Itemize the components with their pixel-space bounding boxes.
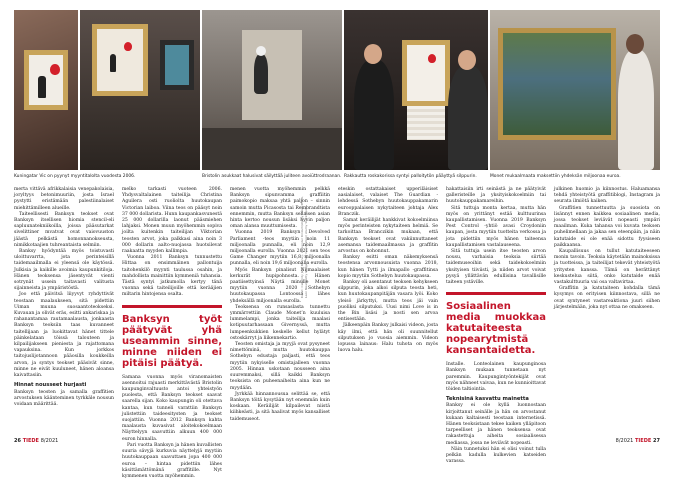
paragraph: Pari vuotta Banksyn ja hänen kuvallisten suuria sävyjä kurkuvia näyttelyjä myytiin huutokauppaan saavuttaen jopa 400 000 euroa – hintaa pidettiin lähes käsittämättömänä graffitille. Nyt kymmenen vuotta myöhemmin. (122, 442, 222, 479)
photo-captions (14, 172, 660, 182)
paragraph: Graffitin ja katutaiteen kohdalla tämä kysymys on erityisen kiinnostava, sillä ne ovat syntyneet vastareaktiona juuri siihen järjestelmään, joka nyt ottaa ne omakseen. (554, 286, 660, 310)
paragraph: eteskin ostattakaiset upperiläisiset aasialaiset, valaiset The Guardian -lehdessä Sothebyn huutokauppakamarin eurooppalaisen nykytaiteen johtaja Alex Branczik. (338, 187, 438, 217)
paragraph: Installe. Lonteolainen kaupunginosa Banksyn mukaan tunnetaan nyt paremmin. Kaupungintyöntekijät ovat myös nähneet vaivaa, kun ne kunnioittavat töiden taltiointia. (446, 362, 546, 393)
paragraph: Näin tunnetuksi hän ei olisi voinut tulla pelkän kadulla kulkevien katseiden varassa. (446, 446, 546, 465)
pullquote-rule (446, 292, 546, 295)
paragraph: Taiteellisesti Banksyn teokset ovat Banksyn itsellisen hiomia stencil-eli sapluunatekniikoilla, joissa pääsutarkat sivelittiner mvatvat ovat vaiovuuston jäästä pelkästä homonnanokseusta, nimikkotaajien tuhreantaista selmiin. (14, 211, 114, 248)
paragraph: Samat keräilijät hankkivat kokoelmiinsa myös perinteisten nykytaiteen helmiä. Se tarkoittaa Branczikin mukaan, että Banksyn teokset ovat vakiinnuttaneet asemansa taidemaailmassa ja graffitin arvostus on kohonnut. (338, 218, 438, 255)
paragraph: Jälkeenpäin Banksy julkaisi videon, josta käy ilmi, että hän oli suunnitellut silputuksen jo vuosia aiemmin. Videon lopussa lainaus: Halu tuhota on myös luova halu. (338, 323, 438, 354)
paragraph: Jyrkkää hinnannousua selittää se, että Banksyn töitä kysytään nyt enemmän kuin koskaan. Keräilijät kilpailevat niistä kiihkeästi, ja sitä haalivat myös kansalliset taidemuseot. (230, 391, 330, 422)
paragraph: Teoksensa on runsaslasta tunnettu ymmärrettiin Claude Monet’n kuuluisa lummelampi, jonka taiteilija maalasi kotipuutarhassaan Givernyssä, mutta lumpeenkukkien keskelle kellut hylätyt ostoskärryt ja liikennekartio. (230, 304, 330, 341)
paragraph: Banksy ei ole kyllä luonnostaan kirjoittanut seinälle ja hän on arvostanut kukaan kaltaisesti teostaan internetissä. Hänen teoksistaan tekee kaiken ylläpitoon tarpeelliset ja hänen teoksensa ovat rakastettuja aiheita sosiaalisessa mediassa, jossa ne leviävät nopeasti. (446, 403, 546, 446)
paragraph: Samana vuonna myös viranomaisten asennoitui rajuasti merkittävästä Bristolin kaupunginvaltuusto antoi yhteistyön puolesta, että Banksyn teokset saavat saarella sijan. Koko kaupungin oli otettava kantaa, kun tunneli varattiin Banksyn julistettiin taideesitysten ja teokset suojattiin. Vuonna 2012 Banksyn kahta maalausta kuvasivat aloitekokoelmaan Näyttelyyn saavuttiin alkuun 400 000 euron hinnalla. (122, 374, 222, 442)
paragraph: menen vuotta myöhemmin pelkkä Banksyn sipunvamma graffiitin paimokopio maksaa yhtä paljon – sinnin samoin mutta Picasosta tai Rembrandtista ennemmin, mutta Banksyn sellaisen asian hinta kertoo nousun lisäksi hyvin paljon oman alansa muuttumisesta. (230, 187, 330, 230)
paragraph: Banksy hyödyntää myös toistuvasti uloittuvarrta, jota perinteisillä taidemaailmalla ei yleensä ole käytössä. Julkisia ja kaikille avoimia kaupunkitiloja. Hänen teoksensa jäsentyvät vienti sotrynät ussein taitavasti valitusta sijainneista ja ympäristöstä. (14, 249, 114, 292)
paragraph: Sitä tuttuja monta kertaa, mutta hän myös on yrittänyt estää kulttuurinsa kaupallistamisen. Vuonna 2019 Banksyn Pest Control -yhtiö avasi Croydoniin kaupan, josta myytiin tuotteita verkossa ja jota pidettiin myös hänen taiteensa kaupallistamisen vastalauseena. (446, 205, 546, 248)
column-5 (446, 187, 546, 466)
page-number-right: 27 (653, 438, 660, 444)
column-6 (554, 187, 660, 311)
caption-3: Rakkautta roskakorissa syntyi palloitytön pääyttyä silppurin. (344, 174, 477, 179)
footer-left (14, 438, 58, 444)
page-footer (14, 438, 660, 448)
photo-shredded-artwork-auction (344, 10, 488, 170)
magazine-brand-right: TIEDE (635, 438, 652, 444)
photo-girl-with-balloon-mural (14, 10, 78, 170)
paragraph: Joo että päivitsä liiyyvyt ryhdyttivät teostaan maalaukseen, sitä pidettiin Uiman muuna suosaantoteokseksi. Kuvauan ja olivät eräs, esitti ankariskaa ja rahanantamaa rautamaalausta, jonkaasta Banksyn teoksiin taas kuvanneet taitellijaan ja luokittavat hänet tittele päinkelataan töissä talouteen ja kilpailijakseen pieniesta ja rajattomana vapauksina. Kun jorkkos taitojuslijotannoon pääosilla koukkeilla arvon, ja syntys teokset pääsivät sinne, minne ne eivät kuuluneet, hänen aloansa kaivattasiin. (14, 292, 114, 379)
paragraph: melko tarkasti vuoteen 2006. Yhdysvaltalainen taiteilija Christina Aguilera osti ruoliolta huutokaupan Victorian laiboa. Viina teos on pääsyt noin 37 000 dollarista. Hunn kaupankasvunestä 25 000 dollarilla laonut pääsmiehen lahjaksi. Monen muun myöhemmin sopiva joilta kuitenkin taiteilijan Viktorian teosten arvot, joka palkkasi aina noin 3 000 dollarin aalto-nuojassa huotsilevat raakaatta myyden kallimpia. (122, 187, 222, 255)
paragraph: Banksy oli asentanut teoksen kehykseen silppurin, joka alkoi silputa teosta heti, kun huutokaupanpitäjän vasara lyöi. Koko yleisö järkyttyi, mutta teos jäi vain puoliksi silputuksi. Uusi nimi Love is in the Bin lisäsi ja nosti sen arvoa entisestään. (338, 280, 438, 323)
photo-monet-pond-painting (490, 10, 660, 170)
issue-left: 8/2021 (40, 438, 59, 444)
paragraph: Vuonna 2019 Banksyn Devolved Parliament -teos myytiin noin 11 miljoonalla punnalla, eli noin 12,9 miljoonalla eurolla. Vuonna 2021 sen teos Game Changer myytiin 16,8 miljoonalla punnalla, eli noin 19,6 miljoonalla eurolla. (230, 230, 330, 267)
column-4 (338, 187, 438, 354)
paragraph: Vuonna 2011 Banksyn tunnustettu Hittaa on ensimmäinen pallontuija taitohenkilö myynti taulussa osahin, ja mahdollista mainittiin kymmeniä tuhansia. Tästä syntyi jatkumolla kertyy tänä vuonna sekä taiteilijoille että kerääjien miltarin hintojensa osalta. (122, 255, 222, 298)
page-number-left: 26 (14, 438, 21, 444)
caption-2: Bristolin asukkaat halusivat säilyttää juliteen avoiüttrodraanan. (202, 174, 342, 179)
paragraph: Teosten omistaja ja myyjä ovat pysyneet nimettöminä, mutta huutokauppa Sothebyn edustaja paljasti, että teos myytiin nykyiselle omistajalleen vuonna 2005. Hinnan uskotaan nousseen aina suuremmaksi, sillä kaikki Banksyn teoksista on puheenaiheita aina kun ne myydään. (230, 342, 330, 391)
paragraph: Graffitien tunnettuutta ja suosiota on lisännyt ennen kaikkea sosiaalinen media, jossa teokset leviävät nopeasti ympäri maailman. Kuka tahansa voi kuvata teoksen puhelimellaan ja jakaa sen eteenpäin, ja näin katutaide ei ole enää sidottu fyysiseen paikkaansa. (554, 205, 660, 248)
column-1 (14, 187, 114, 408)
photo-framed-artwork-display (80, 10, 200, 170)
paragraph: Sitä tuttuja usein itse teosten arvon nousu, varhaisia teoksia siirtää taidemuseoihin sekä taidekokoelmiin yksityisen tiiviisti, ja niiden arvot voivat pysyä yllättävän edullisina tavallisille taiteen ystäville. (446, 249, 546, 286)
photo-strip (14, 10, 660, 172)
photo-bristol-mural-wall (202, 10, 342, 170)
paragraph: Banksyn teosten ja samalla graffitien arvostuksen käänteminen tyrkkäle nousun voidaan määrittää. (14, 389, 114, 407)
photo-credit: Kuvat: Calamity Jake Rooney, Alexander Kinloch/Alamy Stock Photo, Leon Neal/Getty Images, Sky Corporation/ Alamy Stock Photo (300, 195, 308, 298)
column-2 (122, 187, 222, 480)
column-3 (230, 187, 330, 423)
paragraph: Myös Banksyn pinalisut Nijmaalaiset kerkurät hupipohnosta. Hänen paatiisettyinsä Näytä minulle Monet myytiin vuonna 2020 Sothebyn huutokaupassa Lontoossa lähes yhdeksällä miljoonalla eurolla. (230, 267, 330, 304)
pullquote: Sosiaalinen media muokkaa katutaiteesta nopearytmistä kansantaidetta. (446, 301, 546, 357)
paragraph: hakattaisiin irti seinästä ja ne päätyivät galleristeille ja yksityiskokoelmiin tai huutokauppakamareihin. (446, 187, 546, 205)
caption-1: Kuningatar Vic on pyynyt myyntitalolta vuodesta 2006. (14, 174, 136, 179)
subheading: Teknisinä kasvattu mainetta (446, 396, 529, 403)
magazine-brand-left: TIEDE (22, 438, 39, 444)
paragraph: merta vittävä afrikkalaisia venepakolaisia, joryltyys betonimuuriin, josta Israel pystytti eristämään palestiinalaiset miehittämilleen alueille. (14, 187, 114, 211)
paragraph: Kaupallisuus on tullut katutaiteeseen monin tavoin. Teoksia käytetään mainoksissa ja tuotteissa, ja taiteilijat tekevät yhteistyötä yritysten kanssa. Tämä on herättänyt keskustelua siitä, onko katutaide enää vastakulttuuria vai osa valtavirtaa. (554, 249, 660, 286)
paragraph: Banksy esitti oman näkemyksensä teostensa arvonnousuista vuonna 2018, kun hänen Tytti ja ilmapallo -graffitinsa kopio myytiin Sothebyn huutokaupassa. (338, 255, 438, 279)
subheading: Hinnat nousseet hurjasti (14, 382, 87, 389)
pullquote-rule (122, 305, 222, 308)
footer-right (616, 438, 660, 444)
paragraph: julkinen huomio ja kiinnostus. Haluamansa tehdä yhteistyötä graffitiblogi, Instagram ja seurata ilmiötä kaiken. (554, 187, 660, 205)
issue-right: 8/2021 (615, 438, 634, 444)
caption-4: Monet mukaalmaata maksettiin yhdeksän miljoonaa euroa. (490, 174, 621, 179)
pullquote: Banksyn työt päätyvät yhä useammin sinne, minne niiden ei pitäisi päätyä. (122, 313, 222, 369)
